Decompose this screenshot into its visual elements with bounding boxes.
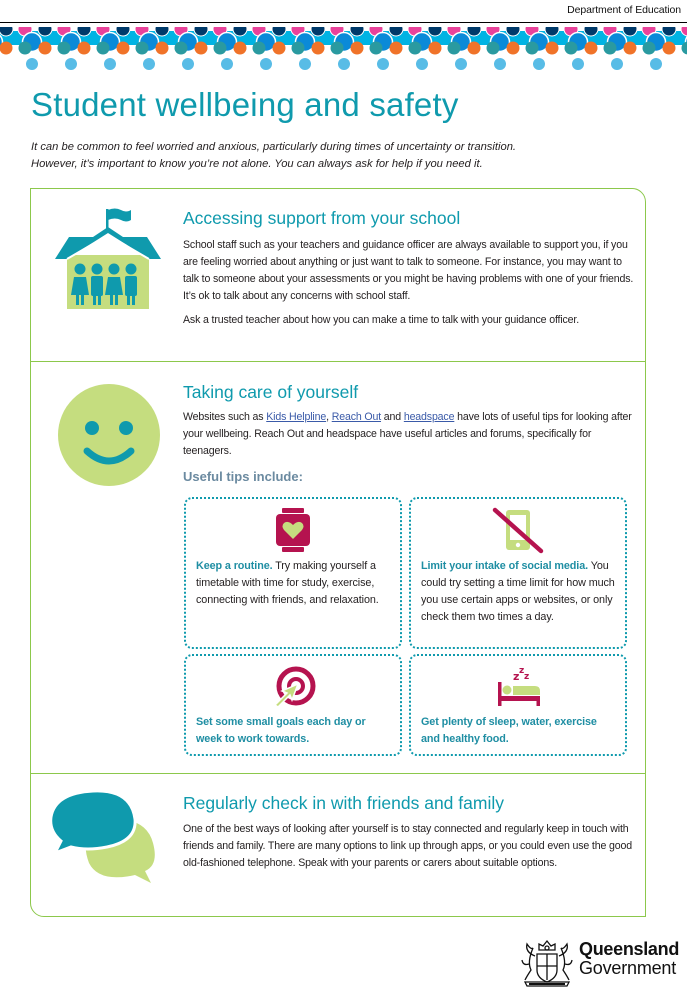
useful-tips-heading: Useful tips include: [183, 469, 303, 484]
dot-orange [585, 42, 598, 55]
dot-navy [350, 27, 364, 36]
self-care-text-prefix: Websites such as [183, 411, 267, 423]
dot-navy [233, 27, 247, 36]
dot-teal [448, 42, 461, 55]
dot-navy [311, 27, 325, 36]
dot-lightblue [65, 58, 77, 70]
school-building-icon [53, 207, 163, 313]
self-care-text-suffix: have lots of useful tips for looking after your wellbeing. Reach Out and headspace have useful articles and forums, specifically for teenagers. [183, 411, 632, 457]
dot-lightblue [611, 58, 623, 70]
dot-lightblue [260, 58, 272, 70]
dot-navy [155, 27, 169, 36]
tip-text-sleep [421, 714, 617, 748]
dot-lightblue [143, 58, 155, 70]
tip-card-goals [184, 654, 402, 756]
section-body-school [183, 237, 638, 329]
dot-teal [97, 42, 110, 55]
svg-text:z: z [519, 666, 525, 676]
dot-orange [195, 42, 208, 55]
reach-out-link[interactable]: Reach Out [331, 411, 382, 423]
dot-navy [623, 27, 637, 36]
section-divider [31, 773, 645, 774]
school-paragraph-2: Ask a trusted teacher about how you can make a time to talk with your guidance officer. [183, 314, 580, 326]
dot-orange [429, 42, 442, 55]
page-title: Student wellbeing and safety [31, 86, 459, 123]
no-phone-icon [491, 506, 545, 554]
tip-lead-goals: Set some small goals each day or week to work towards. [196, 716, 366, 745]
smartwatch-heart-icon [276, 508, 310, 552]
dot-teal [565, 42, 578, 55]
intro-line-2: However, it’s important to know you’re not alone. You can always ask for help if you need it. [31, 158, 483, 170]
dot-navy [506, 27, 520, 36]
section-divider [31, 361, 645, 362]
link-separator-2: and [381, 411, 404, 423]
dot-orange [624, 42, 637, 55]
svg-text:z: z [513, 670, 520, 683]
dot-orange [117, 42, 130, 55]
dot-orange [78, 42, 91, 55]
svg-text:z: z [524, 672, 530, 682]
headspace-link[interactable]: headspace [403, 411, 455, 423]
dot-lightblue [533, 58, 545, 70]
school-paragraph-1: School staff such as your teachers and guidance officer are always available to support you, if you are feeling worried about anything or just want to talk to someone. For instance, you may want to talk to someone about your assessments or you might be having problems with one of your friends. It’s ok to talk about any concerns with school staff. [183, 239, 634, 302]
content-card [30, 188, 646, 917]
dot-lightblue [299, 58, 311, 70]
dot-teal [175, 42, 188, 55]
dot-teal [58, 42, 71, 55]
tip-card-sleep [409, 654, 627, 756]
dot-lightblue [650, 58, 662, 70]
dot-teal [487, 42, 500, 55]
dot-orange [0, 42, 13, 55]
tip-text-goals [196, 714, 392, 748]
coat-of-arms-icon [519, 936, 575, 990]
tip-lead-social-media: Limit your intake of social media. [421, 560, 588, 572]
logo-line-1: Queensland [579, 939, 680, 959]
dot-orange [312, 42, 325, 55]
friends-paragraph: One of the best ways of looking after yourself is to stay connected and regularly keep in touch with friends and family. There are many options to link up through apps, or you could even use the good old-fashioned telephone. Speak with your parents or carers about suitable options. [183, 823, 632, 869]
dot-lightblue [377, 58, 389, 70]
dot-lightblue [182, 58, 194, 70]
dot-navy [662, 27, 676, 36]
link-separator-1: , [326, 411, 332, 423]
dot-orange [507, 42, 520, 55]
sleeping-bed-icon [495, 662, 541, 708]
queensland-government-logo [519, 936, 681, 990]
self-care-paragraph [183, 409, 638, 460]
dot-teal [292, 42, 305, 55]
dot-orange [390, 42, 403, 55]
dot-teal [136, 42, 149, 55]
dot-lightblue [26, 58, 38, 70]
dot-orange [39, 42, 52, 55]
section-body-self-care [183, 409, 638, 460]
dot-navy [116, 27, 130, 36]
dot-navy [77, 27, 91, 36]
dot-orange [234, 42, 247, 55]
tip-text-routine [196, 558, 392, 609]
dot-navy [38, 27, 52, 36]
section-heading-friends: Regularly check in with friends and family [183, 793, 504, 813]
dot-navy [467, 27, 481, 36]
logo-line-2: Government [579, 958, 677, 978]
tip-lead-sleep: Get plenty of sleep, water, exercise and healthy food. [421, 716, 597, 745]
dot-teal [331, 42, 344, 55]
tip-card-social-media [409, 497, 627, 649]
dot-teal [370, 42, 383, 55]
section-body-friends [183, 821, 643, 872]
top-bar [0, 0, 687, 23]
dot-lightblue [494, 58, 506, 70]
dot-lightblue [221, 58, 233, 70]
section-heading-school: Accessing support from your school [183, 208, 461, 228]
dot-teal [643, 42, 656, 55]
dot-orange [468, 42, 481, 55]
dot-teal [19, 42, 32, 55]
smiley-face-icon [57, 383, 161, 487]
dot-navy [389, 27, 403, 36]
dot-lightblue [104, 58, 116, 70]
section-heading-self-care: Taking care of yourself [183, 382, 359, 402]
chat-bubbles-icon [49, 787, 165, 887]
tip-body-routine: Try making yourself a timetable with time for study, exercise, connecting with friends, and relaxation. [196, 560, 379, 606]
department-label: Department of Education [567, 4, 681, 16]
dot-navy [194, 27, 208, 36]
tip-body-social-media: You could try setting a time limit for how much you use certain apps or websites, or only check them two times a day. [421, 560, 615, 623]
dot-teal [604, 42, 617, 55]
dot-navy [428, 27, 442, 36]
dot-orange [663, 42, 676, 55]
dot-orange [351, 42, 364, 55]
dot-navy [545, 27, 559, 36]
intro-line-1: It can be common to feel worried and anxious, particularly during times of uncertainty or transition. [31, 141, 517, 153]
dot-navy [272, 27, 286, 36]
dot-orange [546, 42, 559, 55]
dot-teal [526, 42, 539, 55]
logo-wordmark [579, 940, 679, 978]
dot-lightblue [338, 58, 350, 70]
dot-navy [584, 27, 598, 36]
dot-lightblue [416, 58, 428, 70]
dot-teal [253, 42, 266, 55]
dot-lightblue [572, 58, 584, 70]
tip-lead-routine: Keep a routine. [196, 560, 273, 572]
dot-teal [409, 42, 422, 55]
kids-helpline-link[interactable]: Kids Helpline [266, 411, 327, 423]
dot-orange [273, 42, 286, 55]
dot-lightblue [455, 58, 467, 70]
target-arrow-icon [269, 665, 317, 709]
intro-text [31, 139, 631, 173]
dot-pattern-banner [0, 27, 687, 73]
tip-text-social-media [421, 558, 617, 626]
dot-orange [156, 42, 169, 55]
dot-teal [214, 42, 227, 55]
tip-card-routine [184, 497, 402, 649]
